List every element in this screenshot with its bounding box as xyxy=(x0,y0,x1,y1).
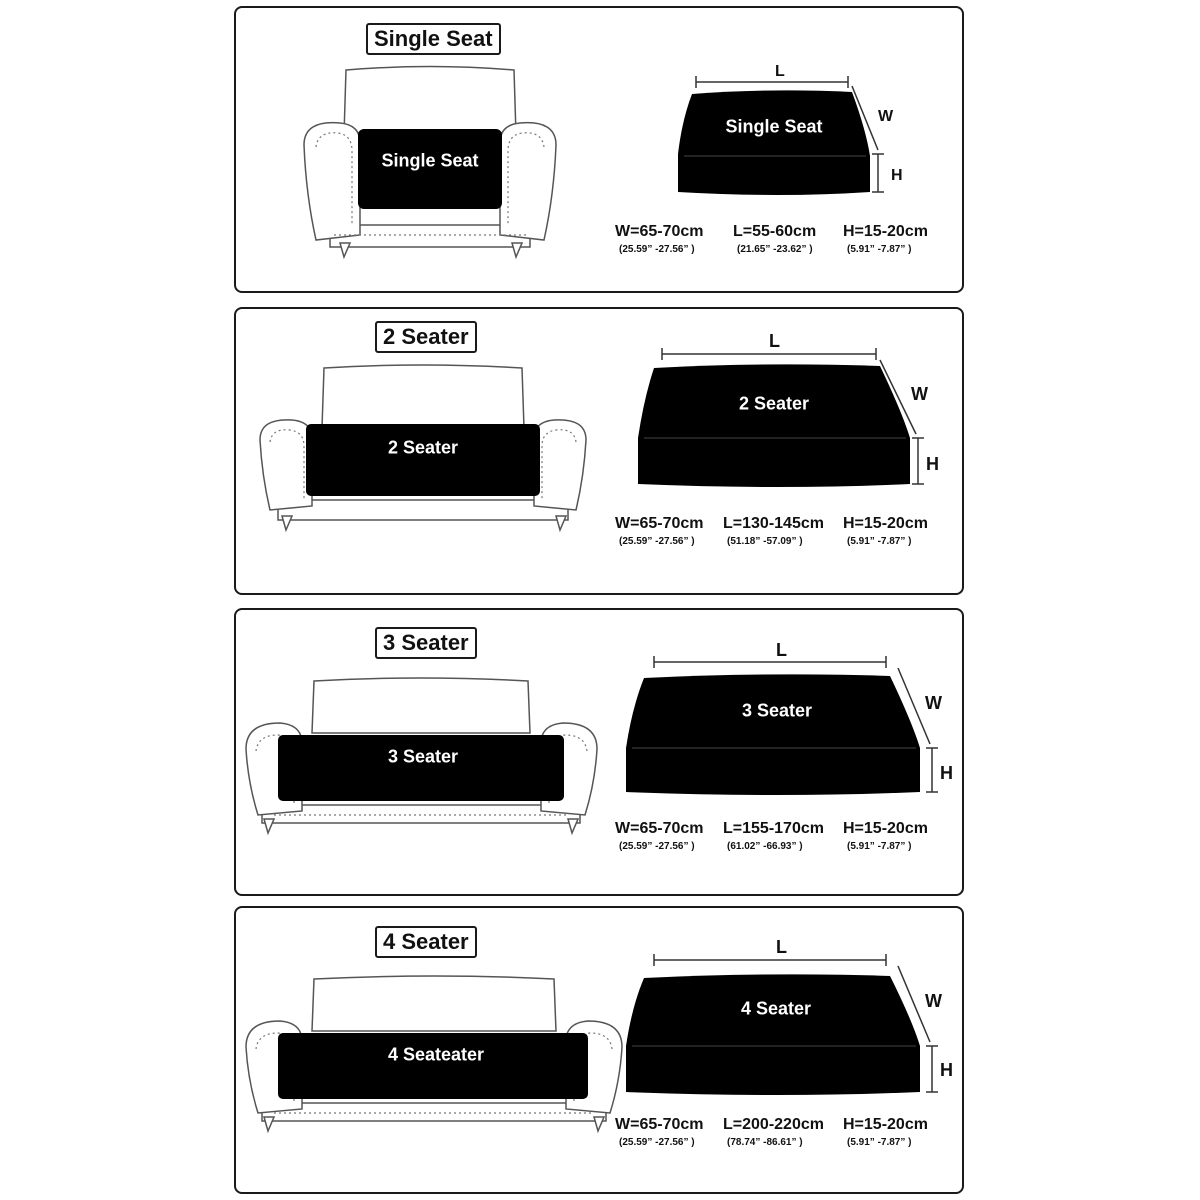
height-axis-label: H xyxy=(926,454,939,474)
height-spec xyxy=(843,820,928,852)
length-cm: L=130-145cm xyxy=(723,515,824,532)
height-spec xyxy=(843,515,928,547)
length-axis-label: L xyxy=(775,63,785,80)
width-spec xyxy=(615,1116,704,1148)
cushion-dimension-diagram xyxy=(630,342,960,492)
cushion-block xyxy=(638,364,910,487)
length-cm: L=200-220cm xyxy=(723,1116,824,1133)
cushion-dimension-diagram xyxy=(670,70,910,210)
height-cm: H=15-20cm xyxy=(843,820,928,837)
height-axis-label: H xyxy=(940,763,953,783)
width-spec xyxy=(615,820,704,852)
height-spec xyxy=(843,1116,928,1148)
seat-cushion xyxy=(306,424,540,496)
seat-cushion xyxy=(278,1033,588,1099)
width-axis-label: W xyxy=(878,108,894,125)
width-inches: (25.59” -27.56” ) xyxy=(619,536,695,547)
height-spec xyxy=(843,223,928,255)
length-spec xyxy=(723,820,824,852)
length-inches: (78.74” -86.61” ) xyxy=(727,1137,803,1148)
height-inches: (5.91” -7.87” ) xyxy=(847,841,912,852)
length-cm: L=55-60cm xyxy=(733,223,817,240)
length-spec xyxy=(723,515,824,547)
length-inches: (61.02” -66.93” ) xyxy=(727,841,803,852)
panel-title: Single Seat xyxy=(366,23,501,55)
width-cm: W=65-70cm xyxy=(615,223,704,240)
height-inches: (5.91” -7.87” ) xyxy=(847,1137,912,1148)
cushion-block xyxy=(626,674,920,795)
length-spec xyxy=(733,223,816,255)
cushion-label: 3 Seater xyxy=(741,700,813,721)
length-axis-label: L xyxy=(776,937,787,957)
length-inches: (51.18” -57.09” ) xyxy=(727,536,803,547)
width-axis-label: W xyxy=(925,693,942,713)
width-spec xyxy=(615,223,704,255)
length-axis-label: L xyxy=(769,331,780,351)
cushion-label: 2 Seater xyxy=(738,393,810,414)
height-inches: (5.91” -7.87” ) xyxy=(847,244,912,255)
seat-cushion xyxy=(278,735,564,801)
cushion-label: Single Seat xyxy=(725,116,823,137)
cushion-dimension-diagram xyxy=(620,652,960,802)
length-cm: L=155-170cm xyxy=(723,820,824,837)
panel-title: 2 Seater xyxy=(375,321,477,353)
width-axis-label: W xyxy=(911,384,928,404)
cushion-dimension-diagram xyxy=(620,950,960,1100)
panel-title: 3 Seater xyxy=(375,627,477,659)
width-cm: W=65-70cm xyxy=(615,1116,704,1133)
width-inches: (25.59” -27.56” ) xyxy=(619,244,695,255)
height-axis-label: H xyxy=(891,167,903,184)
height-cm: H=15-20cm xyxy=(843,1116,928,1133)
cushion-block xyxy=(678,90,870,195)
sofa-seat-label: 2 Seater xyxy=(387,437,459,458)
height-axis-label: H xyxy=(940,1060,953,1080)
width-inches: (25.59” -27.56” ) xyxy=(619,1137,695,1148)
sofa-seat-label: 4 Seateater xyxy=(387,1044,485,1065)
width-cm: W=65-70cm xyxy=(615,820,704,837)
length-spec xyxy=(723,1116,824,1148)
cushion-block xyxy=(626,974,920,1095)
width-axis-label: W xyxy=(925,991,942,1011)
width-cm: W=65-70cm xyxy=(615,515,704,532)
length-axis-label: L xyxy=(776,640,787,660)
width-inches: (25.59” -27.56” ) xyxy=(619,841,695,852)
height-cm: H=15-20cm xyxy=(843,223,928,240)
height-cm: H=15-20cm xyxy=(843,515,928,532)
panel-title: 4 Seater xyxy=(375,926,477,958)
sofa-seat-label: 3 Seater xyxy=(387,746,459,767)
sofa-seat-label: Single Seat xyxy=(381,150,479,171)
height-inches: (5.91” -7.87” ) xyxy=(847,536,912,547)
cushion-label: 4 Seater xyxy=(740,998,812,1019)
length-inches: (21.65” -23.62” ) xyxy=(737,244,813,255)
width-spec xyxy=(615,515,704,547)
